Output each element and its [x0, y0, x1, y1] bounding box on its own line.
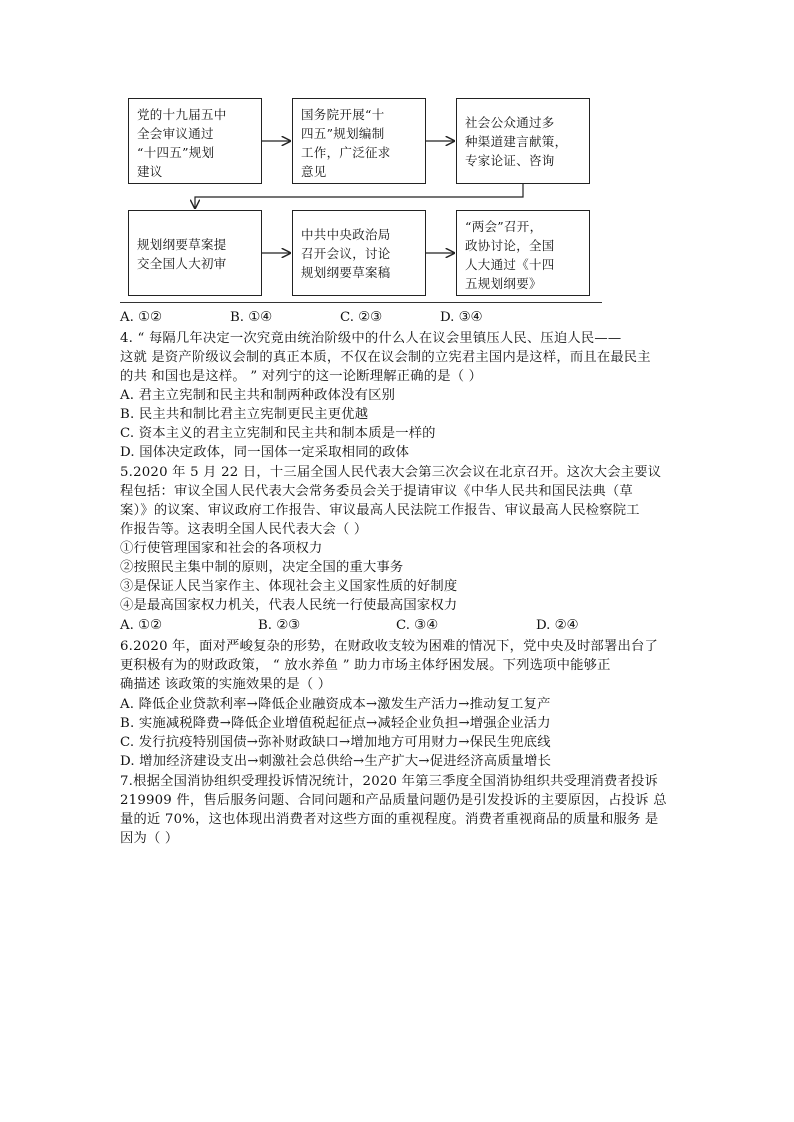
q5-statement-4: ④是最高国家权力机关，代表人民统一行使最高国家权力 [120, 598, 458, 613]
q3-option-c: C. ②③ [340, 310, 382, 325]
flow-step-6: “两会”召开， 政协讨论，全国 人大通过《十四 五规划纲要》 [456, 210, 590, 296]
q3-option-b: B. ①④ [230, 310, 273, 325]
q6-option-c: C. 发行抗疫特别国债→弥补财政缺口→增加地方可用财力→保民生兜底线 [120, 735, 551, 750]
q4-option-c: C. 资本主义的君主立宪制和民主共和制本质是一样的 [120, 426, 436, 441]
q5-statement-3: ③是保证人民当家作主、体现社会主义国家性质的好制度 [120, 579, 458, 594]
q5-statement-2: ②按照民主集中制的原则，决定全国的重大事务 [120, 560, 404, 575]
q5-stem-line-4: 作报告等。这表明全国人民代表大会（ ） [120, 522, 368, 537]
flow-step-3: 社会公众通过多 种渠道建言献策， 专家论证、咨询 [456, 98, 590, 184]
q7-stem-line-2: 219909 件，售后服务问题、合同问题和产品质量问题仍是引发投诉的主要原因，占投诉 总 [120, 793, 667, 808]
q7-stem-line-4: 因为（ ） [120, 831, 179, 846]
q6-option-d: D. 增加经济建设支出→刺激社会总供给→生产扩大→促进经济高质量增长 [120, 754, 552, 769]
q5-option-b: B. ②③ [258, 618, 301, 633]
q5-option-d: D. ②④ [536, 618, 579, 633]
q7-stem-line-1: 7.根据全国消协组织受理投诉情况统计，2020 年第三季度全国消协组织共受理消费者投诉 [120, 774, 659, 789]
q4-option-a: A. 君主立宪制和民主共和制两种政体没有区别 [120, 388, 396, 403]
q5-option-a: A. ①② [120, 618, 162, 633]
q6-option-a: A. 降低企业贷款利率→降低企业融资成本→激发生产活力→推动复工复产 [120, 697, 551, 712]
flow-step-2: 国务院开展“十 四五”规划编制 工作，广泛征求 意见 [292, 98, 426, 184]
flow-step-4: 规划纲要草案提 交全国人大初审 [128, 210, 262, 296]
q5-stem-line-1: 5.2020 年 5 月 22 日，十三届全国人民代表大会第三次会议在北京召开。这次大会主要议 [120, 465, 662, 480]
divider-line [120, 302, 602, 303]
q3-option-a: A. ①② [120, 310, 162, 325]
q6-option-b: B. 实施减税降费→降低企业增值税起征点→减轻企业负担→增强企业活力 [120, 716, 551, 731]
q7-stem-line-3: 量的近 70%，这也体现出消费者对这些方面的重视程度。消费者重视商品的质量和服务 是 [120, 812, 659, 827]
q6-stem-line-3: 确描述 该政策的实施效果的是（ ） [120, 677, 332, 692]
flow-arrows [0, 0, 794, 320]
flow-step-5: 中共中央政治局 召开会议，讨论 规划纲要草案稿 [292, 210, 426, 296]
q6-stem-line-1: 6.2020 年，面对严峻复杂的形势，在财政收支较为困难的情况下，党中央及时部署出台了 [120, 639, 659, 654]
q6-stem-line-2: 更积极有为的财政政策， “ 放水养鱼 ” 助力市场主体纾困发展。下列选项中能够正 [120, 658, 611, 673]
flow-step-1: 党的十九届五中 全会审议通过 “十四五”规划 建议 [128, 98, 262, 184]
q4-stem-line-1: 4. “ 每隔几年决定一次究竟由统治阶级中的什么人在议会里镇压人民、压迫人民—— [120, 331, 622, 346]
q5-statement-1: ①行使管理国家和社会的各项权力 [120, 541, 323, 556]
q4-stem-line-2: 这就 是资产阶级议会制的真正本质，不仅在议会制的立宪君主国内是这样，而且在最民主 [120, 350, 651, 365]
q3-option-d: D. ③④ [440, 310, 483, 325]
q5-option-c: C. ③④ [396, 618, 438, 633]
q4-stem-line-3: 的共 和国也是这样。 ” 对列宁的这一论断理解正确的是（ ） [120, 369, 483, 384]
q5-stem-line-3: 案）》的议案、审议政府工作报告、审议最高人民法院工作报告、审议最高人民检察院工 [120, 503, 640, 518]
q4-option-b: B. 民主共和制比君主立宪制更民主更优越 [120, 407, 369, 422]
arrow-3-4 [195, 184, 523, 208]
q5-stem-line-2: 程包括：审议全国人民代表大会常务委员会关于提请审议《中华人民共和国民法典（草 [120, 484, 633, 499]
q4-option-d: D. 国体决定政体，同一国体一定采取相同的政体 [120, 445, 410, 460]
